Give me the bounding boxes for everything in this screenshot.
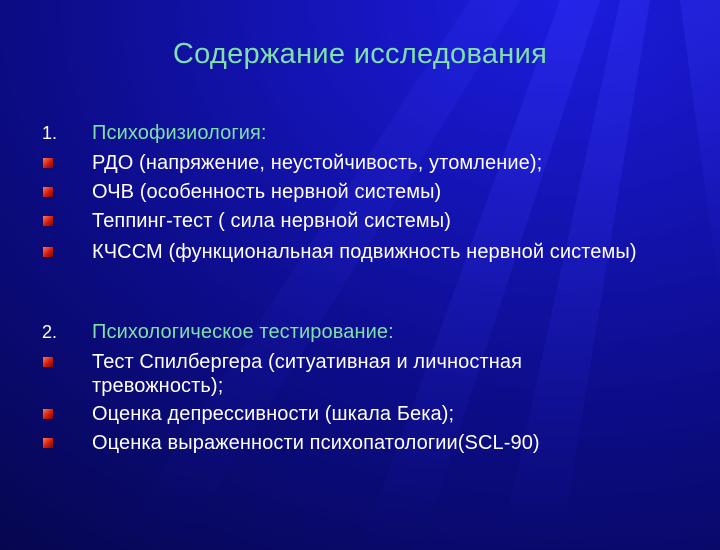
list-item-text: Тест Спилбергера (ситуативная и личностная тревожность); [92, 351, 523, 397]
list-item-text: Оценка депрессивности (шкала Бека); [92, 403, 455, 425]
bullet-icon [43, 247, 53, 257]
bullet-icon [43, 357, 53, 367]
bullet-icon [43, 216, 53, 226]
bullet-icon [43, 187, 53, 197]
list-item-text: ОЧВ (особенность нервной системы) [92, 181, 442, 203]
section-2-heading: Психологическое тестирование: [92, 321, 394, 343]
bullet-icon [43, 409, 53, 419]
bullet-icon [43, 438, 53, 448]
list-item-text: Оценка выраженности психопатологии(SCL-90) [92, 432, 540, 454]
section-2-number: 2. [42, 322, 58, 342]
bullet-icon [43, 158, 53, 168]
slide-title: Содержание исследования [172, 38, 548, 70]
list-item-text: Теппинг-тест ( сила нервной системы) [92, 210, 451, 232]
list-item-text: РДО (напряжение, неустойчивость, утомление); [92, 152, 543, 174]
list-item-text: КЧССМ (функциональная подвижность нервной системы) [92, 241, 637, 263]
section-1-heading: Психофизиология: [92, 122, 267, 144]
section-1-number: 1. [42, 123, 58, 143]
